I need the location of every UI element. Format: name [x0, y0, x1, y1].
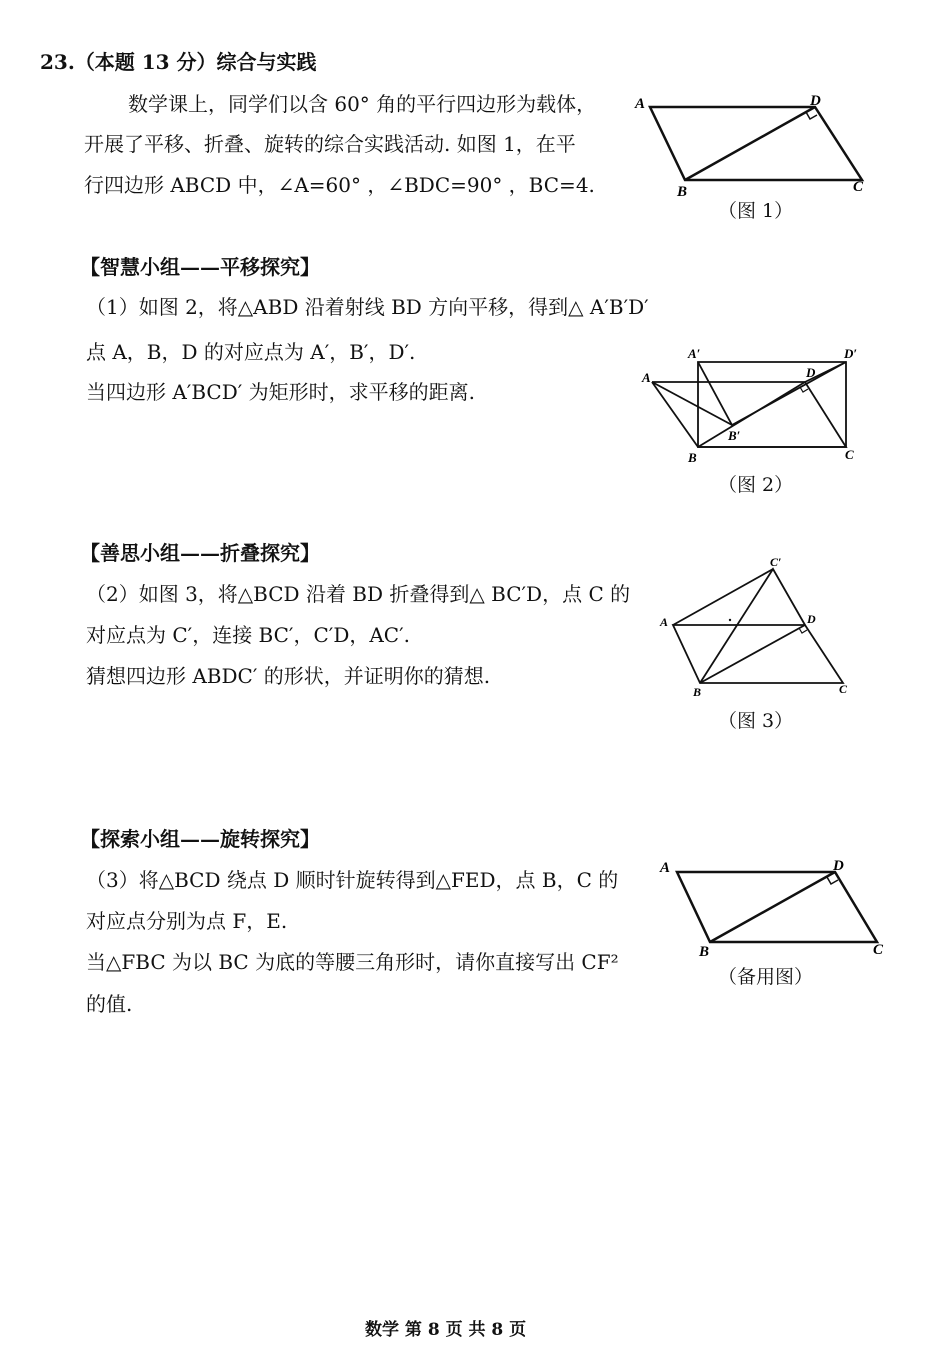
- section1-line-3: 当四边形 A′BCD′ 为矩形时，求平移的距离.: [86, 380, 476, 404]
- section2-line-2: 对应点为 C′，连接 BC′，C′D，AC′.: [86, 623, 410, 647]
- section-heading-folding: 【善思小组——折叠探究】: [80, 541, 320, 565]
- fig2-label-d: D: [806, 365, 816, 380]
- fig1-label-a: A: [635, 96, 646, 112]
- figure-3: [655, 555, 860, 700]
- section2-line-1: （2）如图 3，将△BCD 沿着 BD 折叠得到△ BC′D，点 C 的: [86, 582, 631, 606]
- fig2-caption: （图 2）: [718, 474, 794, 496]
- figure-1: [625, 85, 875, 200]
- fig4-caption: （备用图）: [718, 966, 814, 988]
- intro-line-2: 开展了平移、折叠、旋转的综合实践活动. 如图 1，在平: [84, 132, 576, 156]
- problem-header: 23.（本题 13 分）综合与实践: [40, 50, 317, 74]
- fig3-label-c: C: [839, 682, 848, 696]
- section2-line-3: 猜想四边形 ABDC′ 的形状，并证明你的猜想.: [86, 664, 491, 688]
- fig4-label-a: A: [660, 860, 671, 876]
- fig2-label-a: A: [642, 370, 651, 385]
- fig1-label-d: D: [810, 93, 821, 109]
- section1-line-2: 点 A，B，D 的对应点为 A′，B′，D′.: [86, 340, 416, 364]
- section3-line-1: （3）将△BCD 绕点 D 顺时针旋转得到△FED，点 B，C 的: [86, 868, 619, 892]
- fig2-label-d-prime: D′: [844, 346, 858, 361]
- figure-2: [640, 342, 865, 467]
- fig3-label-d: D: [807, 612, 816, 626]
- section3-line-4: 的值.: [86, 992, 133, 1016]
- fig3-label-a: A: [660, 615, 669, 629]
- fig2-label-b: B: [688, 450, 697, 465]
- fig3-label-b: B: [693, 685, 702, 699]
- fig1-label-c: C: [853, 179, 864, 195]
- fig4-label-c: C: [873, 942, 884, 958]
- fig2-label-b-prime: B′: [728, 428, 741, 443]
- fig3-label-c-prime: C′: [770, 555, 782, 569]
- fig4-label-d: D: [833, 858, 844, 874]
- fig1-caption: （图 1）: [718, 200, 794, 222]
- page-footer: 数学 第 8 页 共 8 页: [365, 1320, 527, 1340]
- fig2-label-a-prime: A′: [688, 346, 701, 361]
- section1-line-1: （1）如图 2，将△ABD 沿着射线 BD 方向平移，得到△ A′B′D′: [86, 295, 649, 319]
- fig3-caption: （图 3）: [718, 710, 794, 732]
- section-heading-translation: 【智慧小组——平移探究】: [80, 255, 320, 279]
- intro-line-3: 行四边形 ABCD 中，∠A=60° ，∠BDC=90° ，BC=4.: [84, 173, 595, 197]
- intro-line-1: 数学课上，同学们以含 60° 角的平行四边形为载体，: [128, 92, 597, 116]
- fig2-label-c: C: [845, 447, 854, 462]
- figure-spare: [655, 852, 895, 962]
- fig1-label-b: B: [677, 184, 688, 200]
- section3-line-2: 对应点分别为点 F，E.: [86, 909, 288, 933]
- section3-line-3: 当△FBC 为以 BC 为底的等腰三角形时，请你直接写出 CF²: [86, 950, 619, 974]
- fig4-label-b: B: [699, 944, 710, 960]
- section-heading-rotation: 【探索小组——旋转探究】: [80, 827, 320, 851]
